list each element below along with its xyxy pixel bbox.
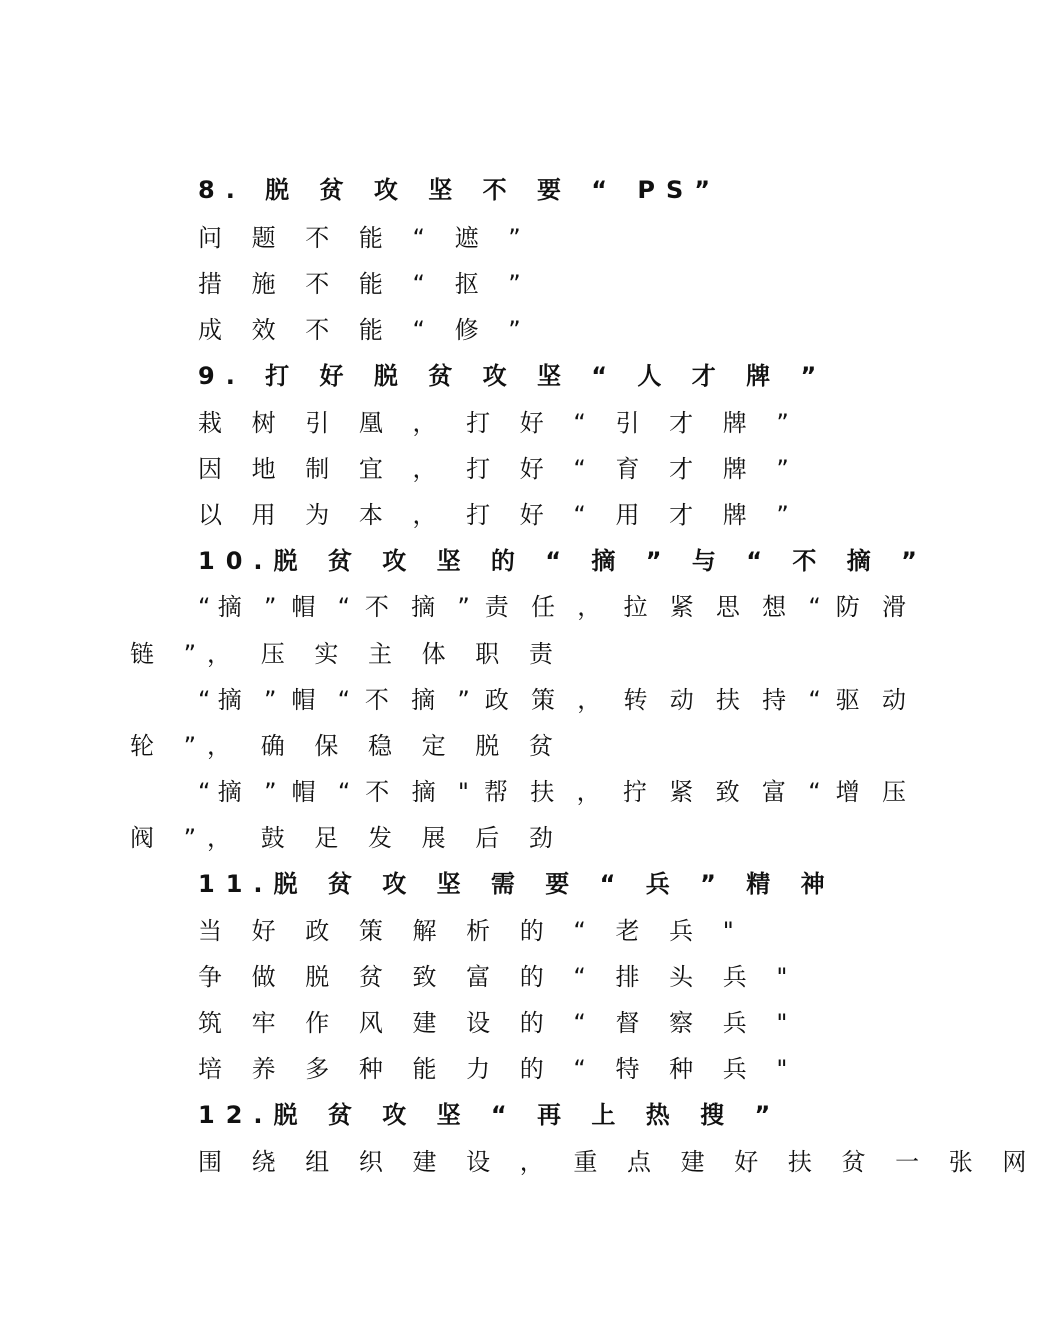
text-line: “摘 ” 帽 “ 不 摘 ” 责 任 ， 拉 紧 思 想 “ 防 滑 [198, 593, 906, 621]
text-line: 问 题 不 能 “ 遮 ” [198, 224, 532, 252]
text-line: 培 养 多 种 能 力 的 “ 特 种 兵 " [198, 1055, 799, 1083]
heading-9: 9. 打 好 脱 贫 攻 坚 “ 人 才 牌 ” [198, 362, 828, 390]
text-line: “摘 ” 帽 “ 不 摘 " 帮 扶 ， 拧 紧 致 富 “ 增 压 [198, 778, 906, 806]
heading-12: 12.脱 贫 攻 坚 “ 再 上 热 搜 ” [198, 1101, 782, 1129]
text-line: 因 地 制 宜 ， 打 好 “ 育 才 牌 ” [198, 455, 800, 483]
text-line: 以 用 为 本 ， 打 好 “ 用 才 牌 ” [198, 501, 800, 529]
text-line: 筑 牢 作 风 建 设 的 “ 督 察 兵 " [198, 1009, 799, 1037]
text-line: 当 好 政 策 解 析 的 “ 老 兵 " [198, 917, 745, 945]
text-line: 围 绕 组 织 建 设 ， 重 点 建 好 扶 贫 一 张 网 [198, 1148, 1037, 1176]
text-line: 链 ”， 压 实 主 体 职 责 [130, 640, 564, 668]
heading-10: 10.脱 贫 攻 坚 的 “ 摘 ” 与 “ 不 摘 ” [198, 547, 928, 575]
text-line: 阀 ”， 鼓 足 发 展 后 劲 [130, 824, 564, 852]
text-line: 栽 树 引 凰 ， 打 好 “ 引 才 牌 ” [198, 409, 800, 437]
text-line: “摘 ” 帽 “ 不 摘 ” 政 策 ， 转 动 扶 持 “ 驱 动 [198, 686, 906, 714]
text-line: 争 做 脱 贫 致 富 的 “ 排 头 兵 " [198, 963, 799, 991]
heading-11: 11.脱 贫 攻 坚 需 要 “ 兵 ” 精 神 [198, 870, 836, 898]
text-line: 措 施 不 能 “ 抠 ” [198, 270, 532, 298]
text-line: 成 效 不 能 “ 修 ” [198, 316, 532, 344]
text-line: 轮 ”， 确 保 稳 定 脱 贫 [130, 732, 564, 760]
heading-8: 8. 脱 贫 攻 坚 不 要 “ PS” [198, 176, 722, 204]
